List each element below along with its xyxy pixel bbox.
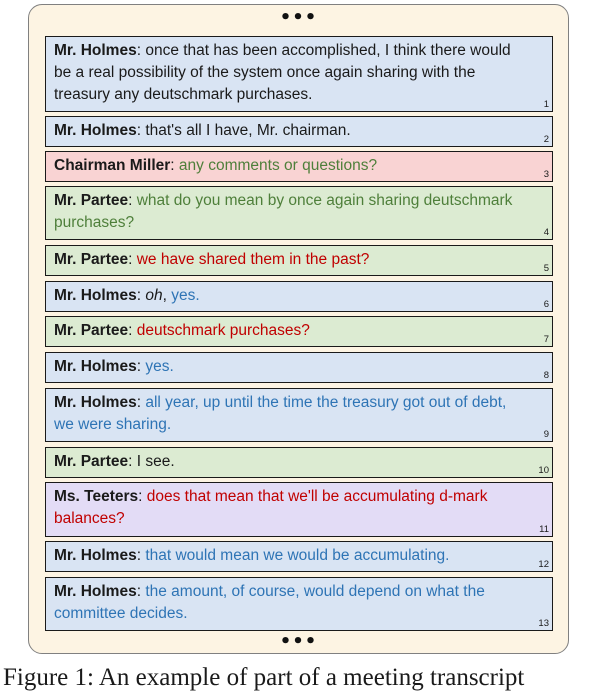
turn-number: 1 — [543, 99, 549, 110]
ellipsis-bottom: ••• — [279, 631, 318, 652]
speaker-name: Mr. Holmes — [54, 583, 137, 600]
utterance-text: yes. — [171, 287, 200, 304]
transcript-turn-3: Chairman Miller: any comments or questions? 3 — [45, 151, 553, 182]
turn-number: 6 — [543, 299, 549, 310]
turn-number: 11 — [539, 524, 549, 535]
transcript-turn-10: Mr. Partee: I see. 10 — [45, 447, 553, 478]
speaker-name: Mr. Holmes — [54, 394, 137, 411]
transcript-turn-8: Mr. Holmes: yes. 8 — [45, 352, 553, 383]
speaker-name: Mr. Partee — [54, 322, 129, 339]
speaker-name: Ms. Teeters — [54, 488, 139, 505]
transcript-turn-4: Mr. Partee: what do you mean by once again sharing deutschmark purchases? 4 — [45, 186, 553, 240]
utterance-text: what do you mean by once again sharing deutschmark purchases? — [54, 192, 513, 231]
transcript-turn-12: Mr. Holmes: that would mean we would be accumulating. 12 — [45, 541, 553, 572]
transcript-turn-11: Ms. Teeters: does that mean that we'll be accumulating d-mark balances? 11 — [45, 482, 553, 537]
utterance-text: once that has been accomplished, I think there would be a real possibility of the system once again sharing with the treasury any deutschmark purchases. — [54, 42, 511, 103]
transcript-turn-5: Mr. Partee: we have shared them in the past? 5 — [45, 245, 553, 276]
turn-number: 2 — [543, 134, 549, 145]
turn-number: 10 — [538, 465, 549, 476]
speaker-name: Chairman Miller — [54, 157, 171, 174]
utterance-text: that would mean we would be accumulating. — [145, 547, 450, 564]
turn-number: 9 — [543, 429, 549, 440]
transcript-turn-2: Mr. Holmes: that's all I have, Mr. chairman. 2 — [45, 116, 553, 147]
speaker-name: Mr. Partee — [54, 192, 129, 209]
utterance-text: does that mean that we'll be accumulating d-mark balances? — [54, 488, 488, 527]
turn-number: 3 — [543, 169, 549, 180]
turn-number: 5 — [543, 263, 549, 274]
utterance-text: that's all I have, Mr. chairman. — [145, 122, 351, 139]
utterance-italic: oh — [145, 287, 163, 304]
transcript-turn-1: Mr. Holmes: once that has been accomplished, I think there would be a real possibility of the system once again sharing with the treasury any deutschmark purchases. 1 — [45, 36, 553, 112]
ellipsis-top: ••• — [279, 7, 318, 28]
transcript-turn-9: Mr. Holmes: all year, up until the time the treasury got out of debt, we were sharing. 9 — [45, 388, 553, 442]
turn-number: 12 — [538, 559, 549, 570]
utterance-text: all year, up until the time the treasury got out of debt, we were sharing. — [54, 394, 507, 433]
utterance-text: deutschmark purchases? — [136, 322, 310, 339]
utterance-text: any comments or questions? — [178, 157, 378, 174]
speaker-name: Mr. Partee — [54, 251, 129, 268]
speaker-name: Mr. Holmes — [54, 122, 137, 139]
speaker-name: Mr. Holmes — [54, 287, 137, 304]
turn-number: 4 — [543, 227, 549, 238]
transcript-turn-7: Mr. Partee: deutschmark purchases? 7 — [45, 316, 553, 347]
transcript-turn-6: Mr. Holmes: oh, yes. 6 — [45, 281, 553, 312]
speaker-name: Mr. Holmes — [54, 547, 137, 564]
utterance-text: I see. — [136, 453, 175, 470]
utterance-text: yes. — [145, 358, 174, 375]
speaker-name: Mr. Holmes — [54, 42, 137, 59]
utterance-text: we have shared them in the past? — [136, 251, 370, 268]
transcript-turn-13: Mr. Holmes: the amount, of course, would depend on what the committee decides. 13 — [45, 577, 553, 631]
speaker-name: Mr. Partee — [54, 453, 129, 470]
turn-number: 13 — [538, 618, 549, 629]
turn-number: 8 — [543, 370, 549, 381]
figure-caption: Figure 1: An example of part of a meeting transcript — [3, 664, 525, 691]
speaker-name: Mr. Holmes — [54, 358, 137, 375]
turn-number: 7 — [543, 334, 549, 345]
utterance-text: the amount, of course, would depend on what the committee decides. — [54, 583, 485, 622]
